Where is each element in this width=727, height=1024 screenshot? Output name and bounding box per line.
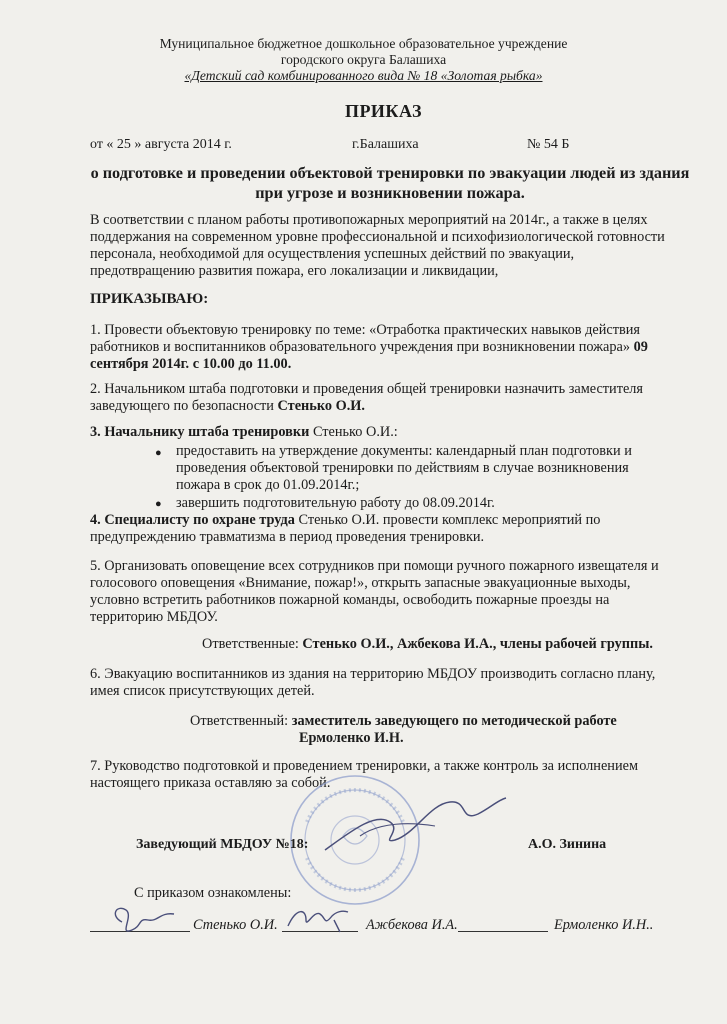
signature-2-icon xyxy=(284,902,354,938)
acquainted-person-3: Ермоленко И.Н.. xyxy=(554,917,654,933)
order-number: № 54 Б xyxy=(527,137,570,152)
item-5-resp-names: Стенько О.И., Ажбекова И.А., члены рабочей группы. xyxy=(302,636,653,652)
item-3-name: Стенько О.И.: xyxy=(312,424,398,440)
director-position: Заведующий МБДОУ №18: xyxy=(136,837,309,852)
item-6-responsible xyxy=(190,713,617,730)
acquainted-person-2: Ажбекова И.А. xyxy=(366,917,458,933)
item-4-role: Специалисту по охране труда xyxy=(104,512,295,528)
item-1-text: 1. Провести объектовую тренировку по теме: «Отработка практических навыков действия работников и воспитанников образовательного учреждения при возникновении пожара» xyxy=(90,322,640,355)
item-7: 7. Руководство подготовкой и проведением тренировки, а также контроль за исполнением настоящего приказа оставляю за собой. xyxy=(90,758,638,791)
bullet-icon: ● xyxy=(155,447,162,459)
item-4-text: Стенько О.И. провести комплекс мероприятий по предупреждению травматизма в период проведения тренировки. xyxy=(90,512,601,545)
acquainted-label: С приказом ознакомлены: xyxy=(134,885,292,901)
item-5: 5. Организовать оповещение всех сотрудников при помощи ручного пожарного извещателя и голосового оповещения «Внимание, пожар!», открыть запасные эвакуационные выходы, условно встретить работников пожарной команды, освободить пожарные проезды на территорию МБДОУ. xyxy=(90,558,659,625)
director-signature-icon xyxy=(320,792,510,862)
order-city: г.Балашиха xyxy=(352,137,419,152)
org-name-line3: «Детский сад комбинированного вида № 18 «Золотая рыбка» xyxy=(184,68,543,83)
order-date: от « 25 » августа 2014 г. xyxy=(90,137,232,152)
item-6-resp-name: Ермоленко И.Н. xyxy=(299,730,404,746)
item-3-number: 3. xyxy=(90,424,101,440)
item-5-responsible xyxy=(202,636,653,653)
intro-paragraph: В соответствии с планом работы противопожарных мероприятий на 2014г., а также в целях поддержания на современном уровне профессиональной и психофизиологической готовности персонала, необходимой для осуществления успешных действий по эвакуации, предотвращению развития пожара, его локализации и ликвидации, xyxy=(90,212,665,279)
item-5-resp-label: Ответственные: xyxy=(202,636,299,652)
org-name-line2: городского округа Балашиха xyxy=(280,52,447,67)
item-2-text: 2. Начальником штаба подготовки и проведения общей тренировки назначить заместителя заведующего по безопасности xyxy=(90,381,644,414)
item-2 xyxy=(90,381,678,415)
item-3-bullet-1: предоставить на утверждение документы: календарный план подготовки и проведения объектовой тренировки по действиям в случае возникновения пожара в срок до 01.09.2014г.; xyxy=(176,443,632,493)
signature-1-icon xyxy=(108,900,178,944)
org-name-line1: Муниципальное бюджетное дошкольное образовательное учреждение xyxy=(159,36,568,51)
director-name: А.О. Зинина xyxy=(528,837,607,852)
order-subject: о подготовке и проведении объектовой тренировки по эвакуации людей из здания при угрозе и возникновении пожара. xyxy=(90,164,690,202)
item-1 xyxy=(90,322,680,373)
item-3-role: Начальнику штаба тренировки xyxy=(104,424,310,440)
signature-line-3 xyxy=(458,931,548,932)
item-6-resp-label: Ответственный: xyxy=(190,713,289,729)
item-4 xyxy=(90,512,670,546)
item-1-date: 09 сентября 2014г. с 10.00 до 11.00. xyxy=(90,339,648,372)
order-keyword: ПРИКАЗЫВАЮ: xyxy=(90,291,209,307)
item-6-resp-position: заместитель заведующего по методической работе xyxy=(291,713,617,729)
item-3-bullet-2: завершить подготовительную работу до 08.09.2014г. xyxy=(176,495,495,511)
bullet-icon: ● xyxy=(155,498,162,510)
document-title: ПРИКАЗ xyxy=(344,101,423,121)
item-3-heading xyxy=(90,424,680,441)
item-4-number: 4. xyxy=(90,512,101,528)
item-2-name: Стенько О.И. xyxy=(277,398,365,414)
acquainted-person-1: Стенько О.И. xyxy=(193,917,278,933)
item-6: 6. Эвакуацию воспитанников из здания на территорию МБДОУ производить согласно плану, имея список присутствующих детей. xyxy=(90,666,656,699)
